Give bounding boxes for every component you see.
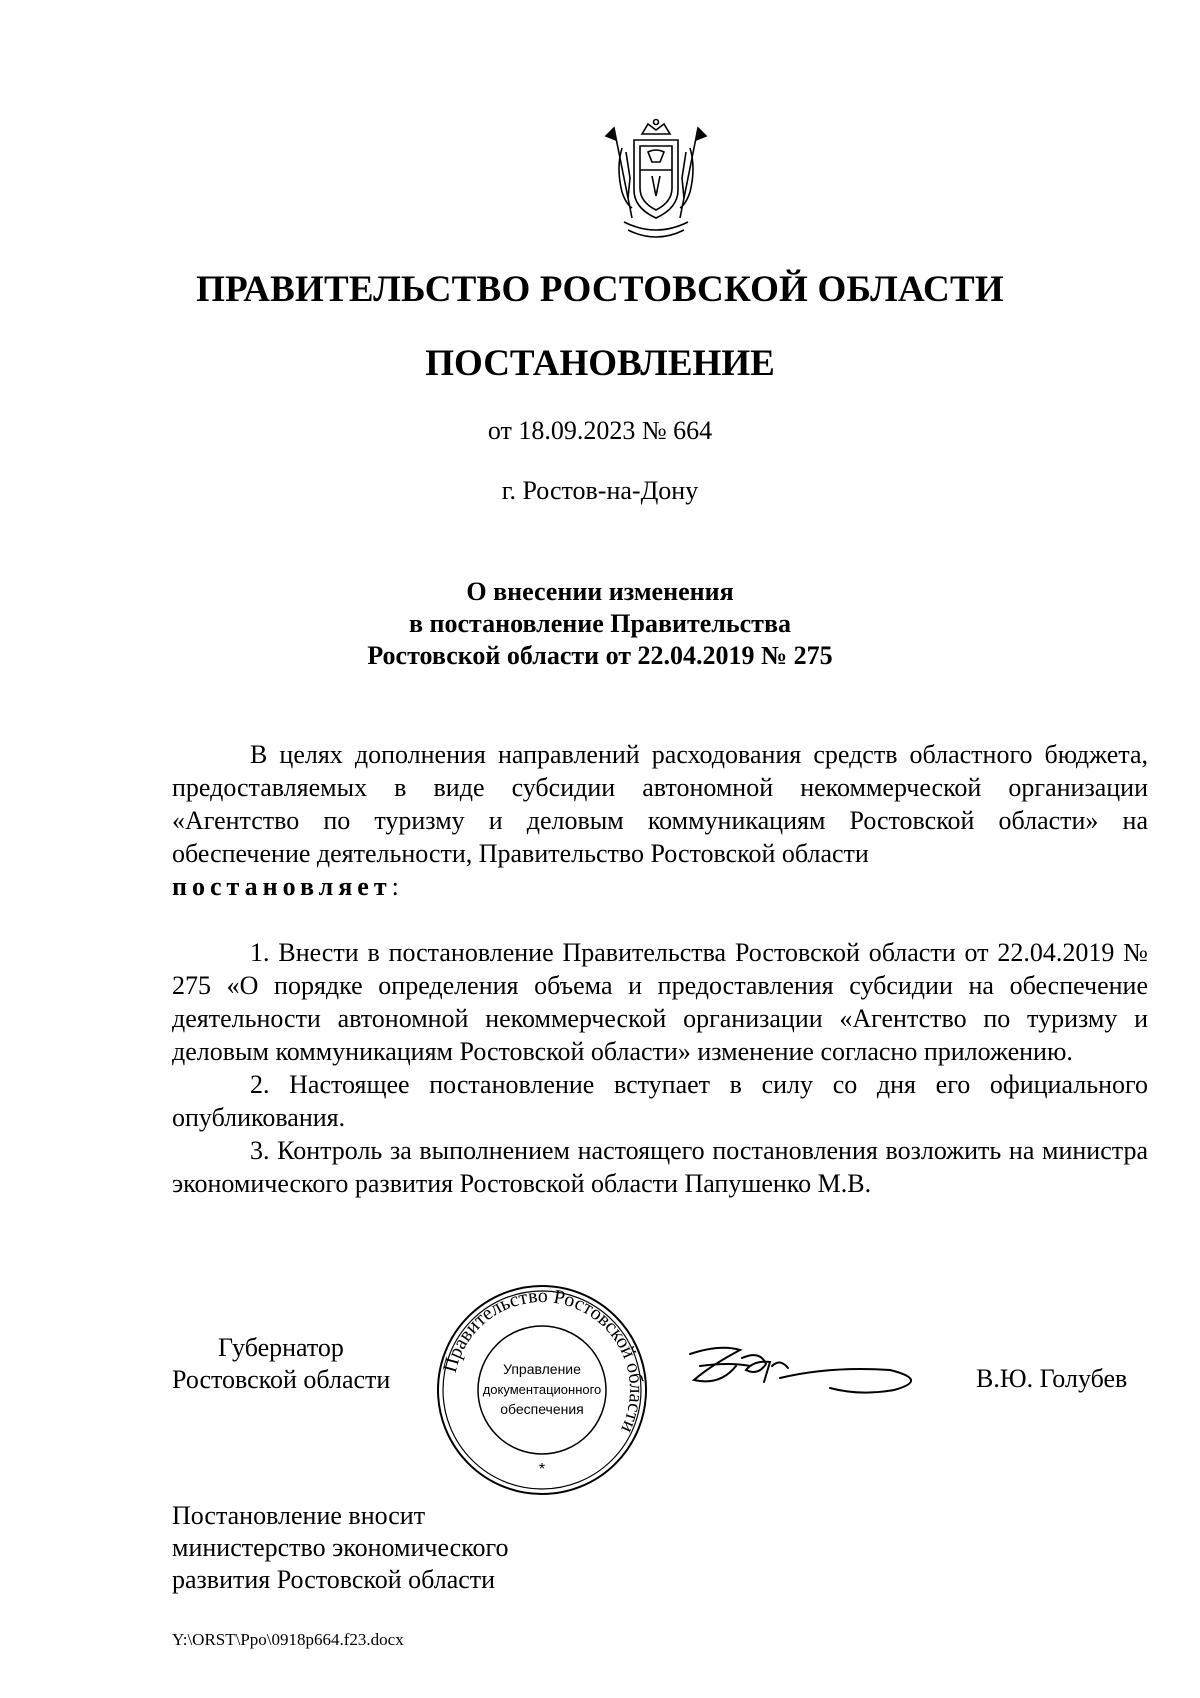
subject-line-1: О внесении изменения [466, 577, 734, 606]
decree-item-2: 2. Настоящее постановление вступает в силу со дня его официального опубликования. [172, 1070, 1148, 1132]
submitter-line-3: развития Ростовской области [172, 1565, 496, 1594]
document-date-number: от 18.09.2023 № 664 [487, 416, 713, 445]
stamp-inner-line-3: обеспечения [500, 1401, 584, 1417]
submitter-note [172, 1500, 509, 1596]
submitter-line-1: Постановление вносит [172, 1501, 426, 1530]
signatory-name: В.Ю. Голубев [976, 1364, 1128, 1393]
signatory-title-line-2: Ростовской области [172, 1365, 391, 1394]
decree-items [172, 936, 1148, 1200]
preamble-paragraph [172, 738, 1148, 903]
document-city: г. Ростов-на-Дону [501, 476, 699, 505]
decree-item-1: 1. Внести в постановление Правительства Ростовской области от 22.04.2019 № 275 «О порядке определения объема и предоставления субсидии на обеспечение деятельности автономной некоммерческой организации «Агентство по туризму и деловым коммуникациям Ростовской области» изменение согласно приложению. [172, 938, 1148, 1066]
subject-line-2: в постановление Правительства [408, 609, 791, 638]
stamp-inner-line-2: документационного [482, 1382, 602, 1397]
stamp-inner-line-1: Управление [503, 1361, 581, 1377]
submitter-line-2: министерство экономического [172, 1533, 509, 1562]
handwritten-signature [680, 1336, 930, 1406]
document-type: ПОСТАНОВЛЕНИЕ [425, 343, 775, 384]
decree-item-3: 3. Контроль за выполнением настоящего постановления возложить на министра экономического развития Ростовской области Папушенко М.В. [172, 1136, 1148, 1198]
decree-colon: : [391, 872, 399, 901]
signatory-title [172, 1332, 390, 1396]
stamp-outer-text: Правительство Ростовской области [438, 1284, 648, 1437]
signatory-title-line-1: Губернатор [218, 1333, 344, 1362]
file-path: Y:\ORST\Ppo\0918p664.f23.docx [172, 1630, 404, 1649]
preamble-text: В целях дополнения направлений расходования средств областного бюджета, предоставляемых в виде субсидии автономной некоммерческой организации «Агентство по туризму и деловым коммуникациям Ростовской области» на обеспечение деятельности, Правительство Ростовской области [172, 740, 1148, 868]
decree-word: постановляет [172, 872, 392, 901]
official-stamp [434, 1282, 650, 1498]
document-subject [0, 576, 1200, 672]
subject-line-3: Ростовской области от 22.04.2019 № 275 [367, 641, 833, 670]
preamble [172, 738, 1148, 903]
coat-of-arms-icon [602, 118, 710, 244]
government-title: ПРАВИТЕЛЬСТВО РОСТОВСКОЙ ОБЛАСТИ [196, 269, 1004, 310]
stamp-star-icon: * [538, 1461, 546, 1478]
